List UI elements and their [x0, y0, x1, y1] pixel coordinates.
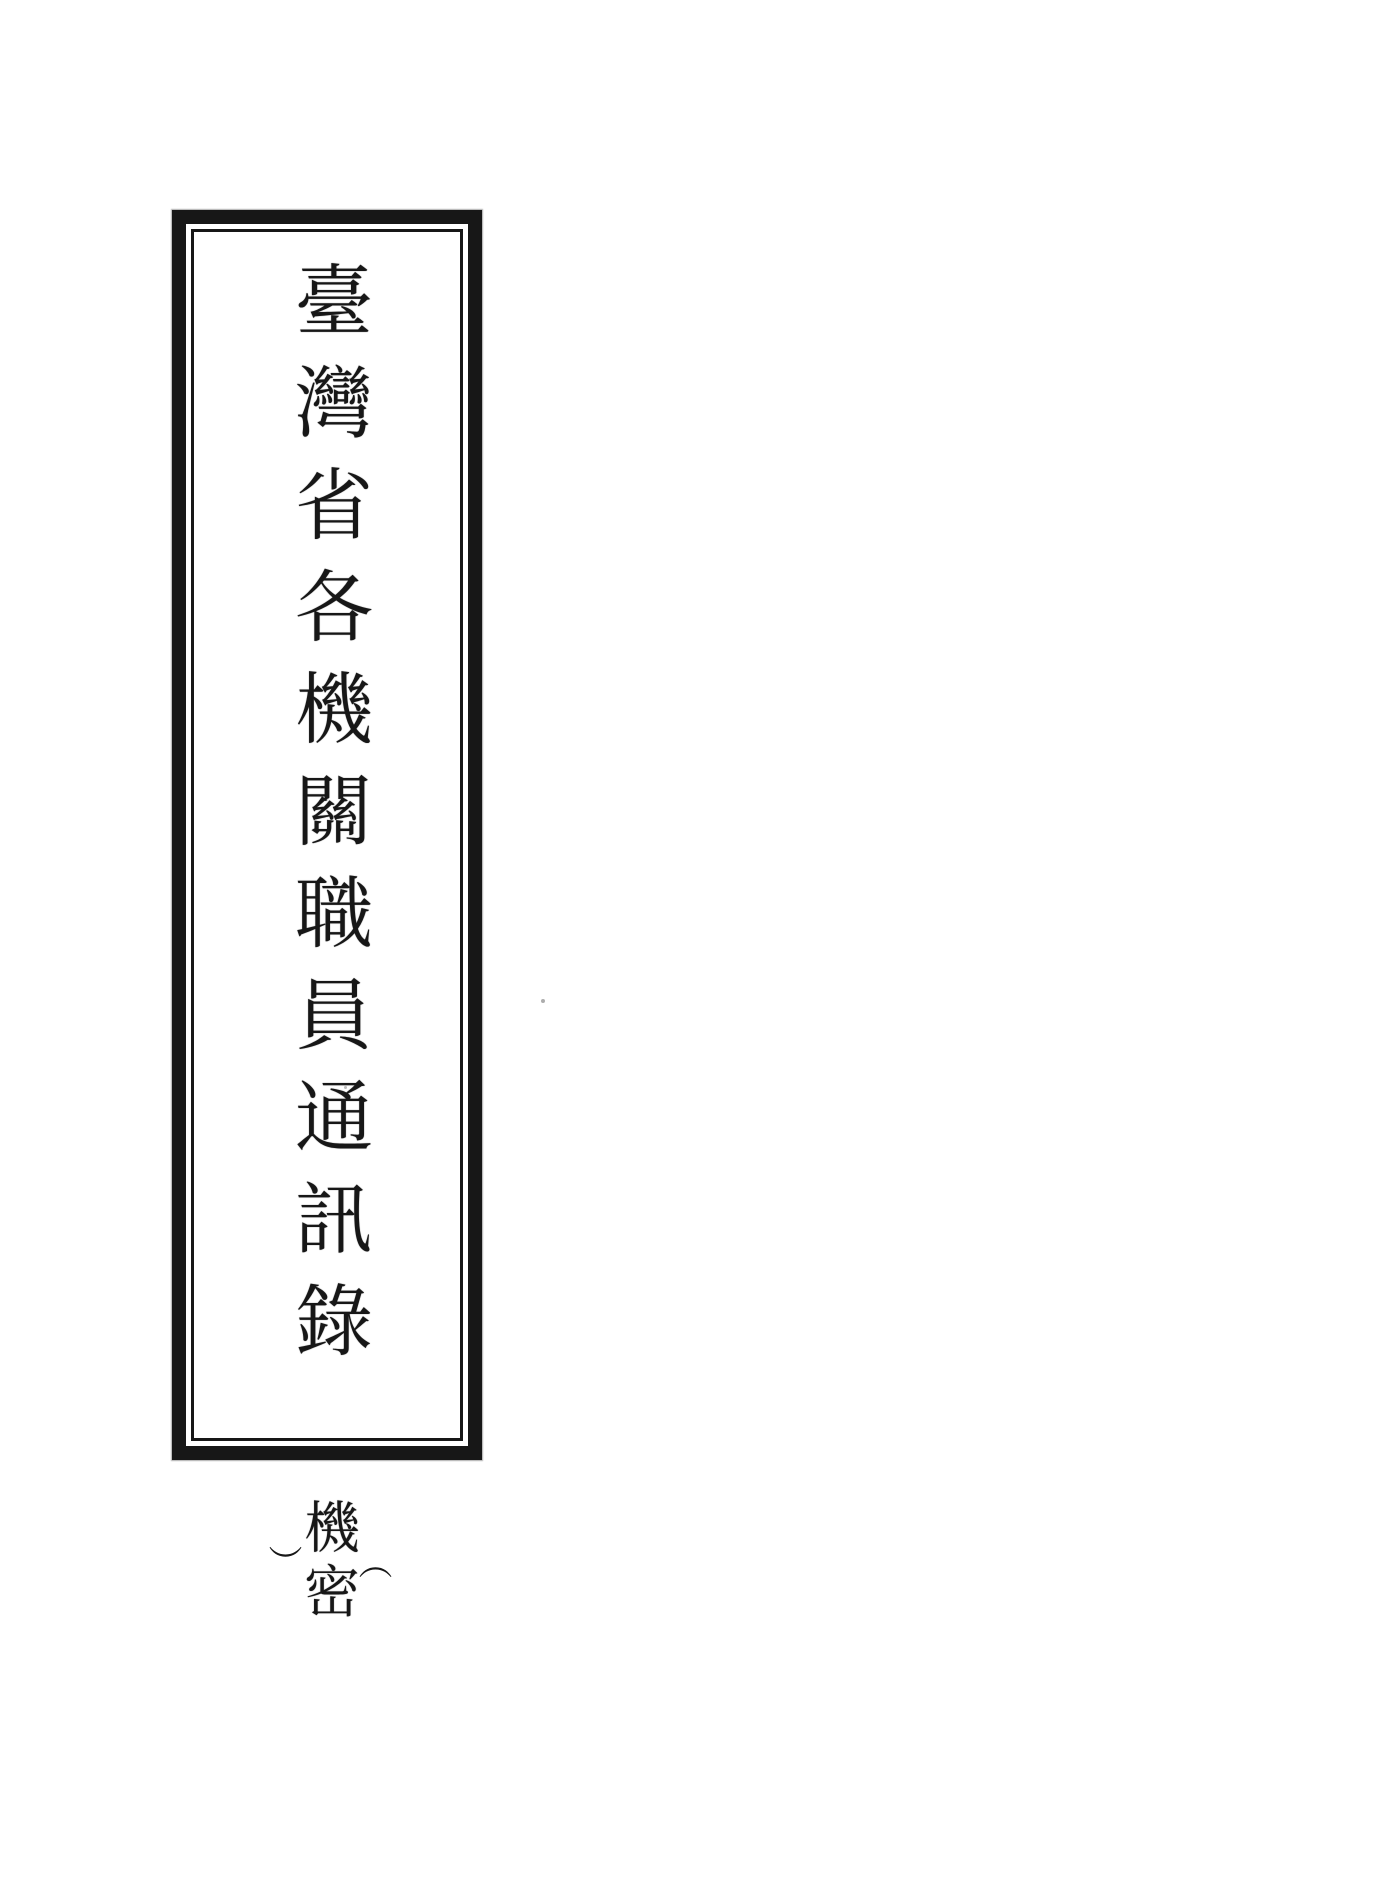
classification-column	[262, 1494, 392, 1630]
classification-block	[172, 1494, 482, 1630]
vertical-open-paren: ︵	[352, 1545, 392, 1579]
scan-speck	[541, 999, 545, 1003]
scan-speck	[344, 1086, 347, 1089]
classification-label: 機密	[295, 1498, 360, 1626]
title-frame-outer-border	[172, 210, 482, 1460]
book-title: 臺灣省各機關職員通訊錄	[282, 260, 372, 1382]
title-frame-inner-border	[191, 229, 463, 1441]
vertical-close-paren: ︶	[262, 1545, 302, 1579]
